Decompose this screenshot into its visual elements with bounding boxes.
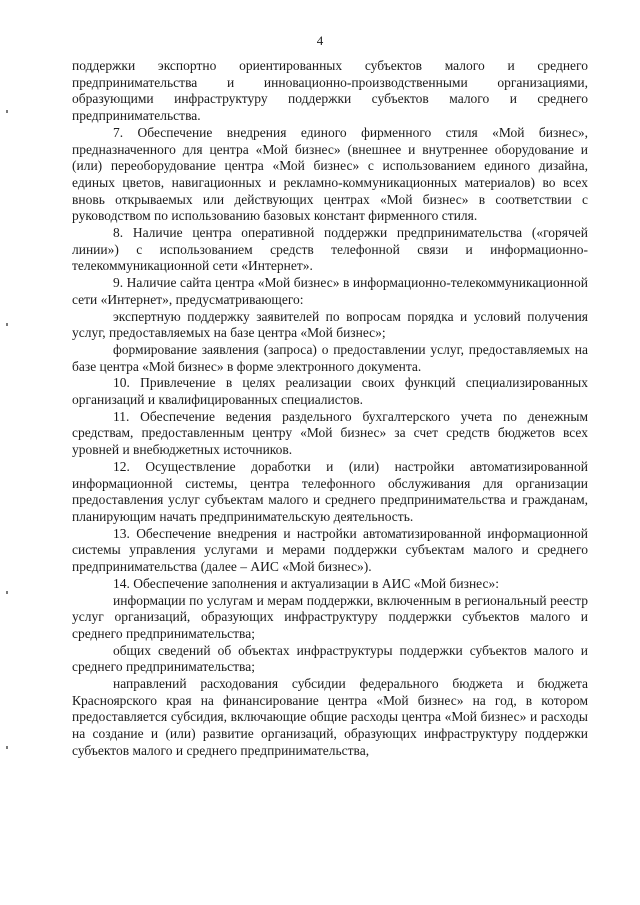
scan-margin-mark bbox=[6, 110, 8, 113]
page-number: 4 bbox=[316, 33, 324, 48]
paragraph-continuation: поддержки экспортно ориентированных субъектов малого и среднего предпринимательства и инновационно-производственными организациями, образующими инфраструктуру поддержки субъектов малого и среднего предпринимательства. bbox=[72, 58, 588, 124]
paragraph-item-9: 9. Наличие сайта центра «Мой бизнес» в информационно-телекоммуникационной сети «Интернет», предусматривающего: bbox=[72, 275, 588, 307]
paragraph-item-8: 8. Наличие центра оперативной поддержки предпринимательства («горячей линии») с использованием средств телефонной связи и информационно-телекоммуникационной сети «Интернет». bbox=[72, 225, 588, 274]
paragraph-item-7: 7. Обеспечение внедрения единого фирменного стиля «Мой бизнес», предназначенного для центра «Мой бизнес» (внешнее и внутреннее оборудование и (или) переоборудование центра «Мой бизнес» с использованием единого дизайна, единых цветов, навигационных и рекламно-коммуникационных материалов) во всех вновь открываемых или действующих центрах «Мой бизнес» в соответствии с руководством по использованию базовых констант фирменного стиля. bbox=[72, 124, 588, 224]
paragraph-item-14-sub-3: направлений расходования субсидии федерального бюджета и бюджета Красноярского края на финансирование центра «Мой бизнес» на год, в котором предоставляется субсидия, включающие общие расходы центра «Мой бизнес» и расходы на создание и (или) развитие организаций, образующих инфраструктуру поддержки субъектов малого и среднего предпринимательства, bbox=[72, 676, 588, 758]
paragraph-item-12: 12. Осуществление доработки и (или) настройки автоматизированной информационной системы, центра телефонного обслуживания для организации предоставления услуг субъектам малого и среднего предпринимательства и гражданам, планирующим начать предпринимательскую деятельность. bbox=[72, 458, 588, 524]
scan-margin-mark bbox=[6, 323, 8, 326]
scan-margin-mark bbox=[6, 591, 8, 594]
paragraph-item-11: 11. Обеспечение ведения раздельного бухгалтерского учета по денежным средствам, предоставленным центру «Мой бизнес» за счет средств бюджетов всех уровней и внебюджетных источников. bbox=[72, 408, 588, 458]
paragraph-item-14-sub-1: информации по услугам и мерам поддержки, включенным в региональный реестр услуг организаций, образующих инфраструктуру поддержки субъектов малого и среднего предпринимательства; bbox=[72, 592, 588, 641]
paragraph-item-9-sub-2: формирование заявления (запроса) о предоставлении услуг, предоставляемых на базе центра «Мой бизнес» в форме электронного документа. bbox=[72, 341, 588, 374]
scan-margin-mark bbox=[6, 746, 8, 749]
paragraph-item-14-sub-2: общих сведений об объектах инфраструктуры поддержки субъектов малого и среднего предпринимательства; bbox=[72, 642, 588, 675]
paragraph-item-9-sub-1: экспертную поддержку заявителей по вопросам порядка и условий получения услуг, предоставляемых на базе центра «Мой бизнес»; bbox=[72, 308, 588, 341]
document-body bbox=[72, 58, 588, 760]
paragraph-item-10: 10. Привлечение в целях реализации своих функций специализированных организаций и квалифицированных специалистов. bbox=[72, 375, 588, 408]
paragraph-item-13: 13. Обеспечение внедрения и настройки автоматизированной информационной системы управления услугами и мерами поддержки субъектам малого и среднего предпринимательства (далее – АИС «Мой бизнес»). bbox=[72, 525, 588, 575]
paragraph-item-14: 14. Обеспечение заполнения и актуализации в АИС «Мой бизнес»: bbox=[113, 575, 499, 591]
